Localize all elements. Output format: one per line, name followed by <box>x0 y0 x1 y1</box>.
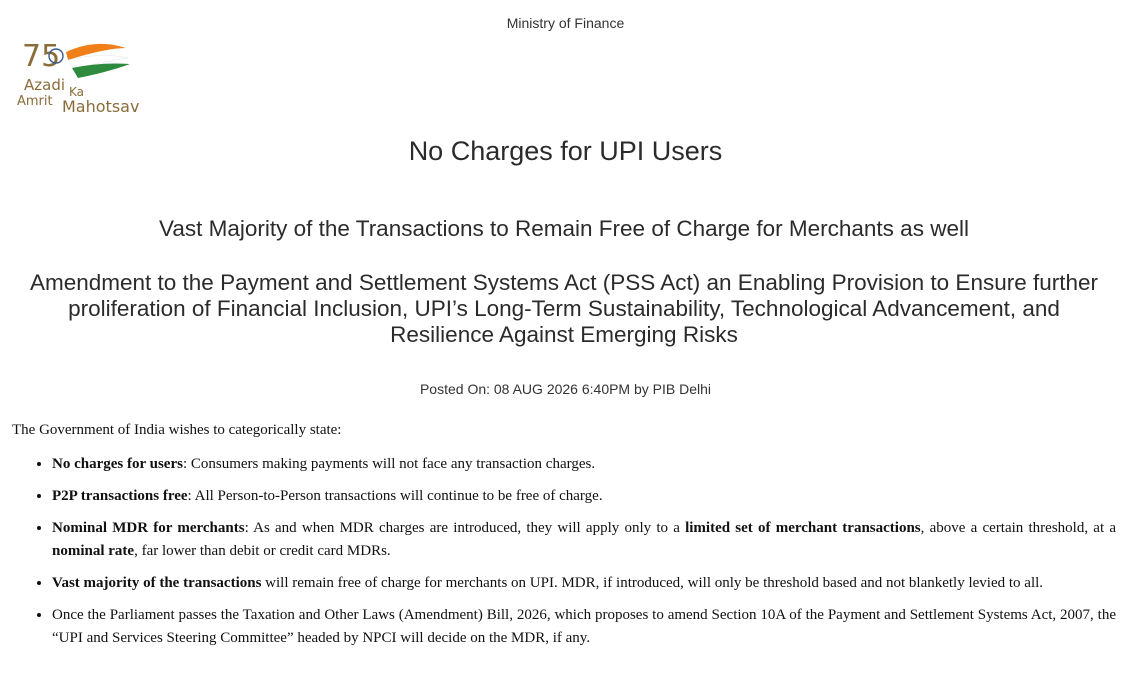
list-item: • P2P transactions free: All Person-to-Person transactions will continue to be free of charge. <box>52 485 1116 508</box>
azadi-ka-amrit-mahotsav-logo <box>16 34 161 116</box>
list-item: • Vast majority of the transactions will remain free of charge for merchants on UPI. MDR, if introduced, will only be threshold based and not blanketly levied to all. <box>52 572 1116 595</box>
posted-on: Posted On: 08 AUG 2026 6:40PM by PIB Delhi <box>419 381 712 397</box>
bullet-list <box>12 453 1116 650</box>
press-release-body <box>12 420 1116 659</box>
logo-text-azadi: Azadi <box>24 76 66 94</box>
logo-number: 75 <box>22 39 61 74</box>
logo-text-amrit: Amrit <box>17 94 53 109</box>
ministry-name: Ministry of Finance <box>506 15 625 31</box>
page-title: No Charges for UPI Users <box>408 136 723 166</box>
list-item: • No charges for users: Consumers making payments will not face any transaction charges. <box>52 453 1116 476</box>
subtitle-1: Vast Majority of the Transactions to Remain Free of Charge for Merchants as well <box>159 216 969 241</box>
intro-text: The Government of India wishes to categorically state: <box>12 422 342 438</box>
logo-text-ka: Ka <box>69 85 85 99</box>
subtitle-2: Amendment to the Payment and Settlement Systems Act (PSS Act) an Enabling Provision to Ensure further proliferation of Financial Inclusion, UPI’s Long-Term Sustainability, Technological Advancement, and Resilience Against Emerging Risks <box>29 270 1099 347</box>
list-item: • Nominal MDR for merchants: As and when MDR charges are introduced, they will apply only to a limited set of merchant transactions, above a certain threshold, at a nominal rate, far lower than debit or credit card MDRs. <box>52 517 1116 563</box>
logo-text-mahotsav: Mahotsav <box>62 97 140 116</box>
list-item: • Once the Parliament passes the Taxation and Other Laws (Amendment) Bill, 2026, which proposes to amend Section 10A of the Payment and Settlement Systems Act, 2007, the “UPI and Services Steering Committee” headed by NPCI will decide on the MDR, if any. <box>52 604 1116 650</box>
